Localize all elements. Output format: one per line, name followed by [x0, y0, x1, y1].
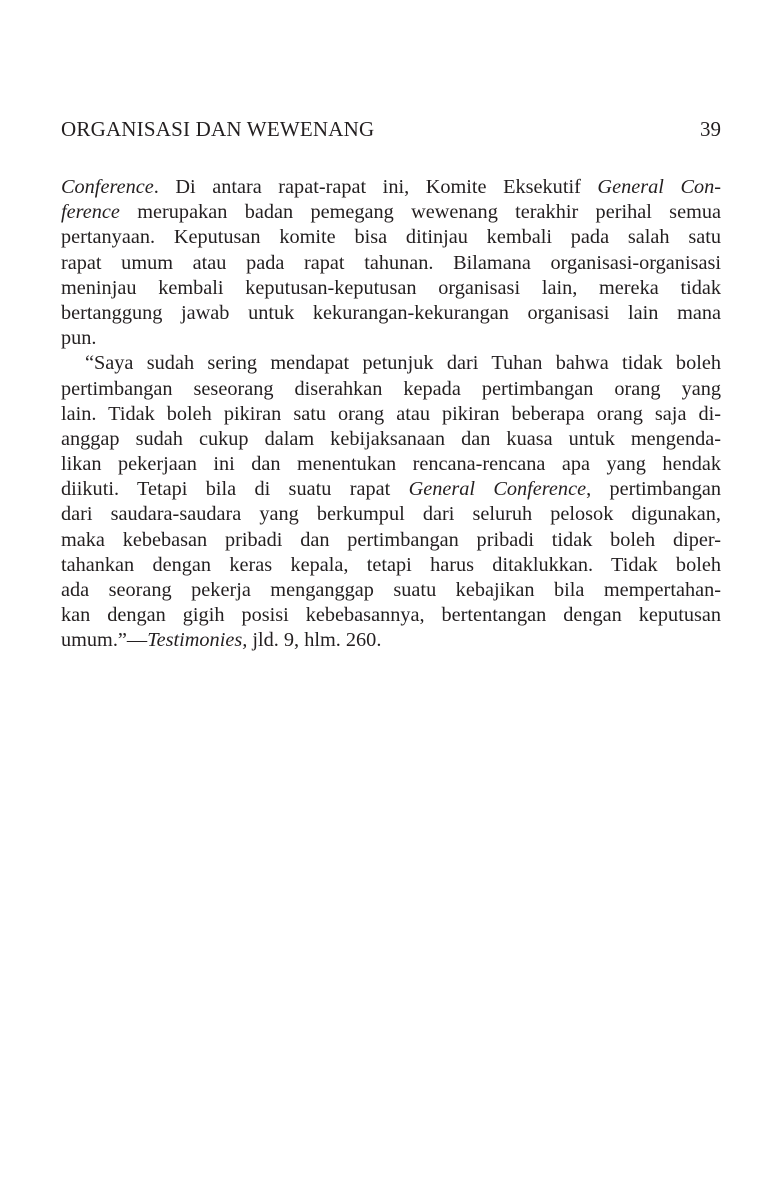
text-line: tahankan dengan keras kepala, tetapi harus ditaklukkan. Tidak boleh: [61, 553, 721, 576]
text-line: bertanggung jawab untuk kekurangan-kekurangan organisasi lain mana: [61, 301, 721, 324]
text-line: maka kebebasan pribadi dan pertimbangan pribadi tidak boleh diper-: [61, 528, 721, 551]
italic-term: General Conference: [408, 478, 587, 501]
book-page: [61, 0, 721, 1200]
text-line: dari saudara-saudara yang berkumpul dari seluruh pelosok digunakan,: [61, 503, 721, 526]
running-title: ORGANISASI DAN WEWENANG: [61, 117, 375, 141]
text-line: meninjau kembali keputusan-keputusan organisasi lain, mereka tidak: [61, 276, 721, 299]
text-line: rapat umum atau pada rapat tahunan. Bilamana organisasi-organisasi: [61, 251, 721, 274]
page-number: 39: [700, 117, 721, 141]
text-line: “Saya sudah sering mendapat petunjuk dari Tuhan bahwa tidak boleh: [85, 352, 721, 375]
text-run: merupakan badan pemegang wewenang terakhir perihal semua: [119, 201, 721, 224]
text-line: [61, 175, 721, 200]
text-line: anggap sudah cukup dalam kebijaksanaan dan kuasa untuk mengenda-: [61, 427, 721, 450]
text-line: pun.: [61, 327, 97, 350]
italic-term: ference: [61, 201, 120, 224]
body-text: [61, 175, 721, 654]
citation-title: Testimonies,: [147, 629, 248, 652]
text-line: lain. Tidak boleh pikiran satu orang atau pikiran beberapa orang saja di-: [61, 402, 721, 425]
text-line: [61, 477, 721, 502]
text-run: jld. 9, hlm. 260.: [247, 629, 382, 652]
italic-term: Conference: [61, 176, 154, 198]
text-line: likan pekerjaan ini dan menentukan rencana-rencana apa yang hendak: [61, 453, 721, 476]
citation-line: [61, 628, 721, 653]
text-run: . Di antara rapat-rapat ini, Komite Eksekutif: [153, 176, 598, 198]
text-line: kan dengan gigih posisi kebebasannya, bertentangan dengan keputusan: [61, 604, 721, 627]
text-run: umum.”—: [61, 629, 148, 652]
text-line: pertimbangan seseorang diserahkan kepada pertimbangan orang yang: [61, 377, 721, 400]
italic-term: General Con-: [597, 176, 722, 198]
paragraph-1: [61, 175, 721, 351]
text-line: pertanyaan. Keputusan komite bisa ditinjau kembali pada salah satu: [61, 226, 721, 249]
paragraph-2-quote: [61, 351, 721, 653]
text-run: diikuti. Tetapi bila di suatu rapat: [61, 478, 409, 501]
text-line: [61, 200, 721, 225]
text-run: , pertimbangan: [586, 478, 721, 501]
text-line: ada seorang pekerja menganggap suatu kebajikan bila mempertahan-: [61, 579, 721, 601]
